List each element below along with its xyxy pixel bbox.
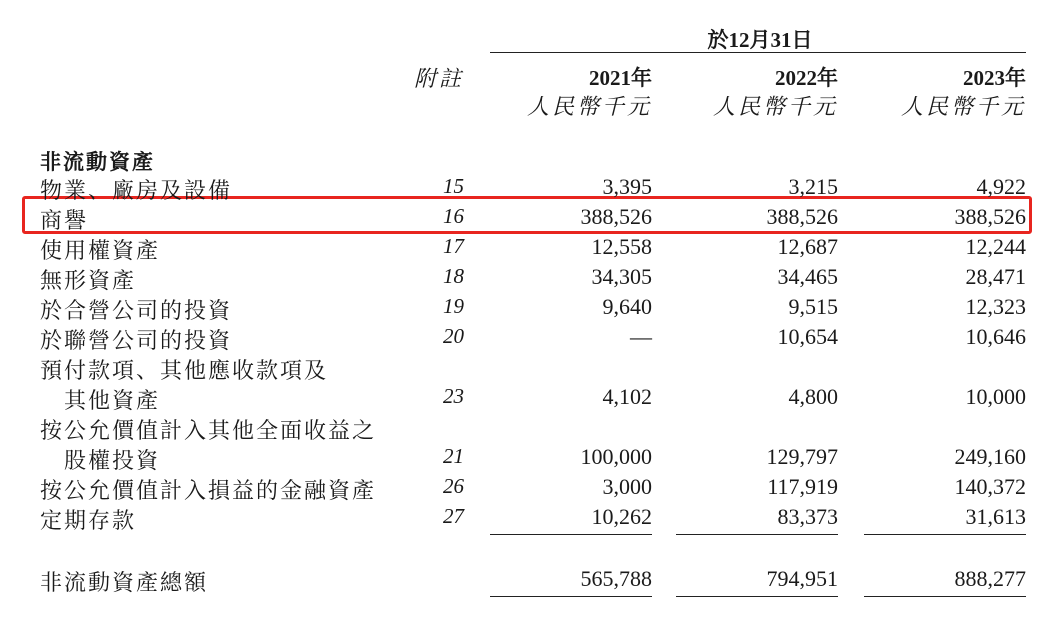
row-value-2022: 388,526 bbox=[766, 204, 838, 229]
row-value-2023: 4,922 bbox=[976, 174, 1026, 199]
row-note: 26 bbox=[443, 474, 464, 498]
row-label: 無形資產 bbox=[40, 268, 137, 293]
row-value-2022: 34,465 bbox=[777, 264, 838, 289]
row-value-2021: 34,305 bbox=[591, 264, 652, 289]
row-value-2023: 10,646 bbox=[965, 324, 1026, 349]
total-rule-2023 bbox=[864, 596, 1026, 597]
row-value-2021: 9,640 bbox=[602, 294, 652, 319]
subtotal-rule-2023 bbox=[864, 534, 1026, 535]
row-label: 於聯營公司的投資 bbox=[40, 328, 233, 353]
row-value-2021: 100,000 bbox=[580, 444, 652, 469]
row-value-2022: 10,654 bbox=[777, 324, 838, 349]
row-value-2023: 249,160 bbox=[954, 444, 1026, 469]
row-note: 16 bbox=[443, 204, 464, 228]
row-value-2021: — bbox=[630, 324, 652, 349]
year-header-2023: 2023年 bbox=[963, 66, 1026, 90]
row-value-2022: 83,373 bbox=[777, 504, 838, 529]
row-value-2022: 12,687 bbox=[777, 234, 838, 259]
total-rule-2021 bbox=[490, 596, 652, 597]
row-value-2023: 31,613 bbox=[965, 504, 1026, 529]
row-value-2022: 4,800 bbox=[788, 384, 838, 409]
row-value-2022: 129,797 bbox=[766, 444, 838, 469]
row-note: 17 bbox=[443, 234, 464, 258]
row-value-2023: 388,526 bbox=[954, 204, 1026, 229]
row-note: 19 bbox=[443, 294, 464, 318]
row-label: 使用權資產 bbox=[40, 238, 161, 263]
row-value-2021: 3,000 bbox=[602, 474, 652, 499]
row-note: 15 bbox=[443, 174, 464, 198]
row-label: 其他資產 bbox=[64, 388, 161, 413]
row-note: 23 bbox=[443, 384, 464, 408]
row-label: 於合營公司的投資 bbox=[40, 298, 233, 323]
row-label: 預付款項、其他應收款項及 bbox=[40, 358, 329, 383]
row-value-2022: 3,215 bbox=[788, 174, 838, 199]
year-header-2022: 2022年 bbox=[775, 66, 838, 90]
row-note: 21 bbox=[443, 444, 464, 468]
year-header-2021: 2021年 bbox=[589, 66, 652, 90]
row-label: 股權投資 bbox=[64, 448, 161, 473]
row-label: 按公允價值計入損益的金融資產 bbox=[40, 478, 377, 503]
row-value-2021: 10,262 bbox=[591, 504, 652, 529]
unit-header-2022: 人民幣千元 bbox=[712, 94, 838, 119]
period-rule bbox=[490, 52, 1026, 53]
total-value-2021: 565,788 bbox=[580, 566, 652, 591]
row-value-2021: 4,102 bbox=[602, 384, 652, 409]
total-value-2023: 888,277 bbox=[954, 566, 1026, 591]
total-rule-2022 bbox=[676, 596, 838, 597]
total-label: 非流動資產總額 bbox=[40, 570, 209, 595]
row-note: 18 bbox=[443, 264, 464, 288]
row-note: 27 bbox=[443, 504, 464, 528]
total-value-2022: 794,951 bbox=[766, 566, 838, 591]
unit-header-2021: 人民幣千元 bbox=[526, 94, 652, 119]
row-value-2023: 10,000 bbox=[965, 384, 1026, 409]
subtotal-rule-2021 bbox=[490, 534, 652, 535]
row-value-2023: 12,244 bbox=[965, 234, 1026, 259]
row-value-2021: 3,395 bbox=[602, 174, 652, 199]
row-value-2023: 12,323 bbox=[965, 294, 1026, 319]
row-value-2022: 9,515 bbox=[788, 294, 838, 319]
subtotal-rule-2022 bbox=[676, 534, 838, 535]
unit-header-2023: 人民幣千元 bbox=[900, 94, 1026, 119]
row-value-2021: 388,526 bbox=[580, 204, 652, 229]
row-value-2023: 140,372 bbox=[954, 474, 1026, 499]
row-label: 定期存款 bbox=[40, 508, 137, 533]
period-header: 於12月31日 bbox=[707, 28, 813, 52]
row-label: 商譽 bbox=[40, 208, 89, 233]
row-label: 按公允價值計入其他全面收益之 bbox=[40, 418, 377, 443]
row-value-2021: 12,558 bbox=[591, 234, 652, 259]
row-label: 物業、廠房及設備 bbox=[40, 178, 233, 203]
section-title: 非流動資產 bbox=[40, 150, 155, 174]
note-column-header: 附註 bbox=[413, 66, 464, 91]
row-value-2022: 117,919 bbox=[767, 474, 838, 499]
row-value-2023: 28,471 bbox=[965, 264, 1026, 289]
row-note: 20 bbox=[443, 324, 464, 348]
